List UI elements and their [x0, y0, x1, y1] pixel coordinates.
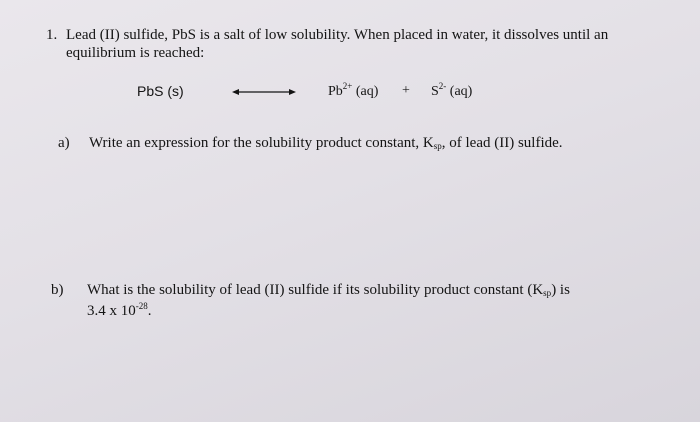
part-a-label: a) [58, 135, 70, 151]
question-number: 1. [46, 27, 58, 43]
bleed-through-texture [60, 340, 64, 356]
equation-product-sulfide-ion: $S^{2-}$ (aq) [431, 81, 473, 99]
equation-product-lead-ion: $Pb^{2+}$ (aq) [328, 81, 379, 99]
part-b-question-line2: 3.4 x $10^{-28}$. [87, 301, 152, 319]
part-b-label: b) [51, 282, 64, 298]
part-b-question-line1: What is the solubility of lead (II) sulfide if its solubility product constant $(K_{sp})$ is [87, 282, 570, 298]
part-a-question: Write an expression for the solubility product constant, $K_{sp}$, of lead (II) sulfide. [89, 135, 563, 151]
equation-reactant: PbS (s) [137, 83, 184, 99]
question-text-line1: Lead (II) sulfide, PbS is a salt of low solubility. When placed in water, it dissolves until an [66, 27, 609, 43]
question-text-line2: equilibrium is reached: [66, 45, 205, 61]
equation-plus: + [402, 83, 410, 98]
equilibrium-arrow-icon [232, 88, 296, 96]
